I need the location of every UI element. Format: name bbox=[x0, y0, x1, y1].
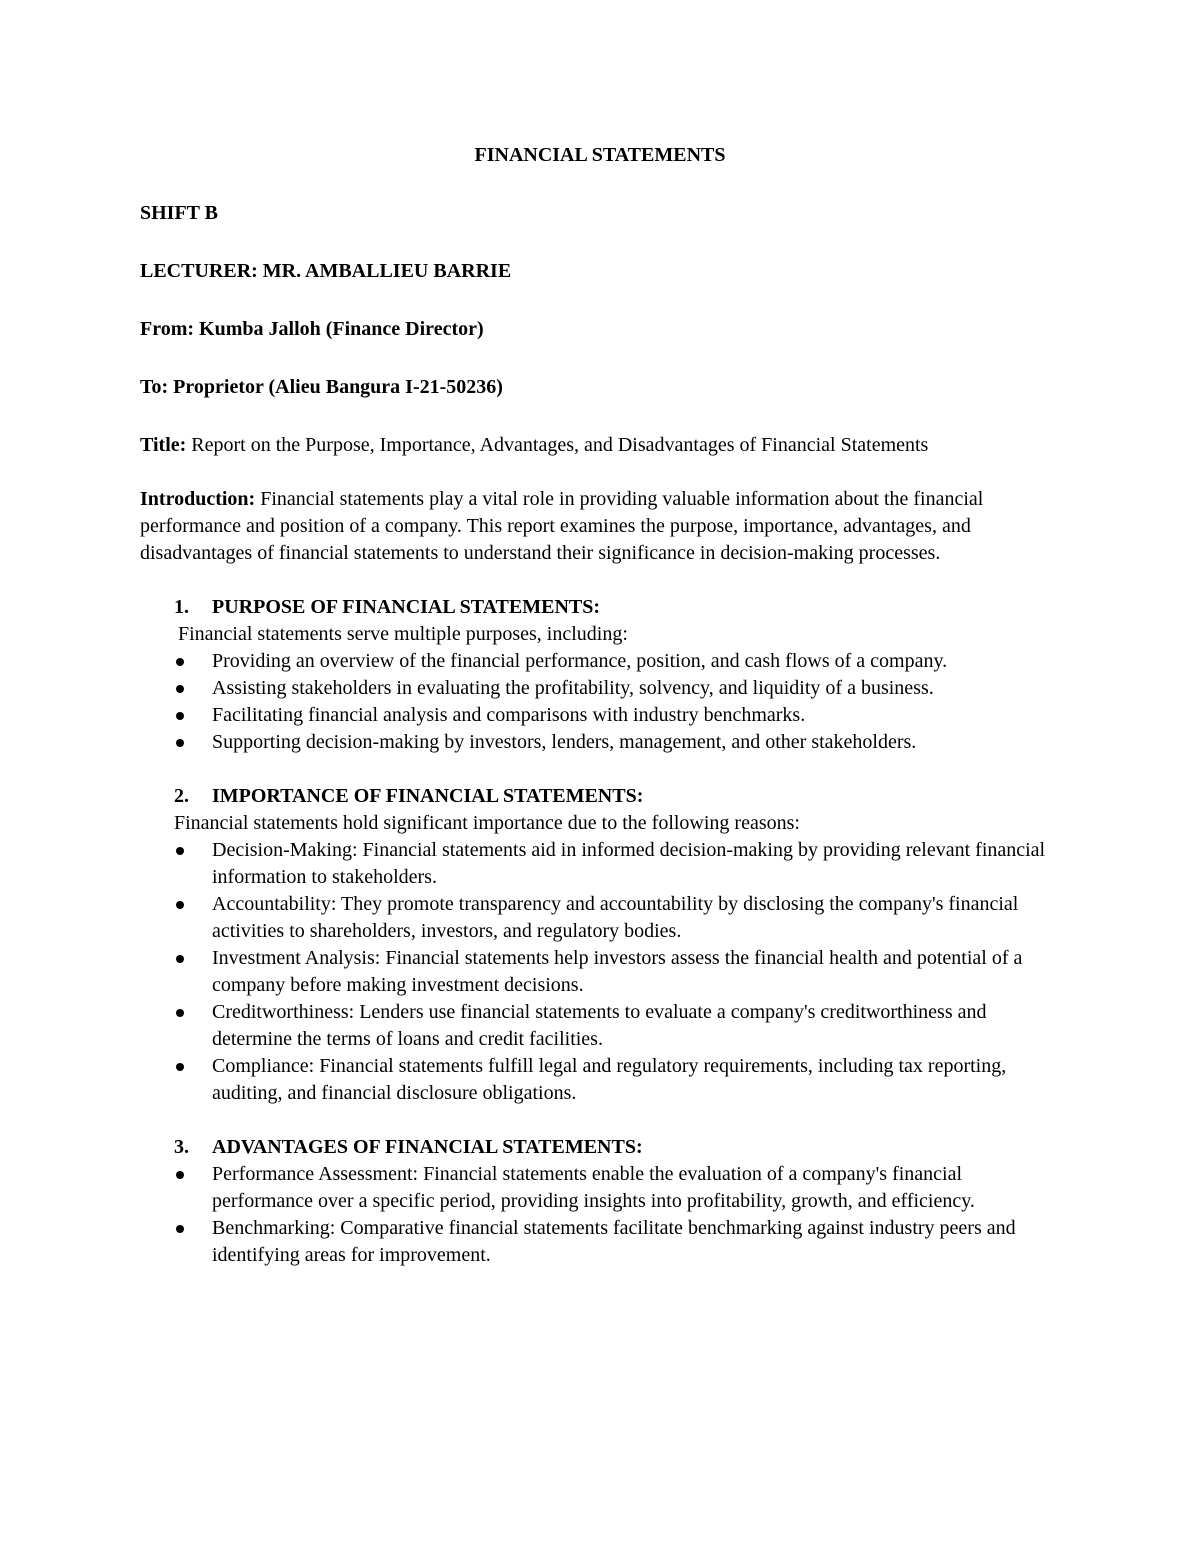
section-advantages bbox=[140, 1134, 1060, 1269]
list-item bbox=[140, 837, 1060, 891]
section-heading-text: PURPOSE OF FINANCIAL STATEMENTS: bbox=[212, 596, 601, 618]
list-item bbox=[140, 1161, 1060, 1215]
introduction-paragraph bbox=[140, 486, 1060, 567]
section-number: 3. bbox=[174, 1136, 189, 1158]
report-title-label: Title: bbox=[140, 434, 187, 456]
list-item-text: Investment Analysis: Financial statements help investors assess the financial health and potential of a company before making investment decisions. bbox=[212, 947, 1023, 996]
section-heading-text: ADVANTAGES OF FINANCIAL STATEMENTS: bbox=[212, 1136, 643, 1158]
bullet-list bbox=[140, 1161, 1060, 1269]
list-item bbox=[140, 999, 1060, 1053]
list-item bbox=[140, 945, 1060, 999]
document-page bbox=[140, 142, 1060, 1296]
bullet-icon bbox=[176, 685, 184, 693]
bullet-list bbox=[140, 837, 1060, 1107]
bullet-icon bbox=[176, 1171, 184, 1179]
list-item bbox=[140, 648, 1060, 675]
report-title-paragraph bbox=[140, 432, 1060, 459]
bullet-icon bbox=[176, 658, 184, 666]
list-item bbox=[140, 891, 1060, 945]
list-item-text: Performance Assessment: Financial statements enable the evaluation of a company's financial performance over a specific period, providing insights into profitability, growth, and efficiency. bbox=[212, 1163, 975, 1212]
section-heading bbox=[140, 594, 1060, 621]
to-line: To: Proprietor (Alieu Bangura I-21-50236) bbox=[140, 376, 503, 398]
bullet-icon bbox=[176, 712, 184, 720]
introduction-text: Financial statements play a vital role in providing valuable information about the financial performance and position of a company. This report examines the purpose, importance, advantages, and disadvantages of financial statements to understand their significance in decision-making processes. bbox=[140, 488, 984, 564]
shift-line: SHIFT B bbox=[140, 202, 218, 224]
document-title: FINANCIAL STATEMENTS bbox=[474, 144, 726, 166]
introduction-label: Introduction: bbox=[140, 488, 256, 510]
section-heading-text: IMPORTANCE OF FINANCIAL STATEMENTS: bbox=[212, 785, 644, 807]
list-item-text: Accountability: They promote transparency and accountability by disclosing the company's financial activities to shareholders, investors, and regulatory bodies. bbox=[212, 893, 1019, 942]
bullet-icon bbox=[176, 1009, 184, 1017]
section-number: 2. bbox=[174, 785, 189, 807]
bullet-icon bbox=[176, 739, 184, 747]
bullet-icon bbox=[176, 1225, 184, 1233]
from-line: From: Kumba Jalloh (Finance Director) bbox=[140, 318, 484, 340]
section-heading bbox=[140, 1134, 1060, 1161]
list-item bbox=[140, 1053, 1060, 1107]
section-importance bbox=[140, 783, 1060, 1107]
section-intro: Financial statements hold significant importance due to the following reasons: bbox=[174, 812, 800, 834]
list-item bbox=[140, 702, 1060, 729]
list-item-text: Assisting stakeholders in evaluating the profitability, solvency, and liquidity of a business. bbox=[212, 677, 934, 699]
bullet-list bbox=[140, 648, 1060, 756]
list-item-text: Compliance: Financial statements fulfill legal and regulatory requirements, including tax reporting, auditing, and financial disclosure obligations. bbox=[212, 1055, 1007, 1104]
list-item-text: Decision-Making: Financial statements aid in informed decision-making by providing relevant financial information to stakeholders. bbox=[212, 839, 1046, 888]
list-item bbox=[140, 1215, 1060, 1269]
list-item-text: Creditworthiness: Lenders use financial statements to evaluate a company's creditworthiness and determine the terms of loans and credit facilities. bbox=[212, 1001, 987, 1050]
list-item bbox=[140, 729, 1060, 756]
list-item bbox=[140, 675, 1060, 702]
list-item-text: Providing an overview of the financial performance, position, and cash flows of a company. bbox=[212, 650, 948, 672]
report-title-text: Report on the Purpose, Importance, Advantages, and Disadvantages of Financial Statements bbox=[186, 434, 929, 456]
section-intro: Financial statements serve multiple purposes, including: bbox=[178, 623, 628, 645]
bullet-icon bbox=[176, 901, 184, 909]
list-item-text: Supporting decision-making by investors, lenders, management, and other stakeholders. bbox=[212, 731, 917, 753]
bullet-icon bbox=[176, 955, 184, 963]
list-item-text: Facilitating financial analysis and comparisons with industry benchmarks. bbox=[212, 704, 806, 726]
lecturer-line: LECTURER: MR. AMBALLIEU BARRIE bbox=[140, 260, 512, 282]
section-purpose bbox=[140, 594, 1060, 756]
section-heading bbox=[140, 783, 1060, 810]
bullet-icon bbox=[176, 1063, 184, 1071]
list-item-text: Benchmarking: Comparative financial statements facilitate benchmarking against industry peers and identifying areas for improvement. bbox=[212, 1217, 1016, 1266]
bullet-icon bbox=[176, 847, 184, 855]
section-number: 1. bbox=[174, 596, 189, 618]
